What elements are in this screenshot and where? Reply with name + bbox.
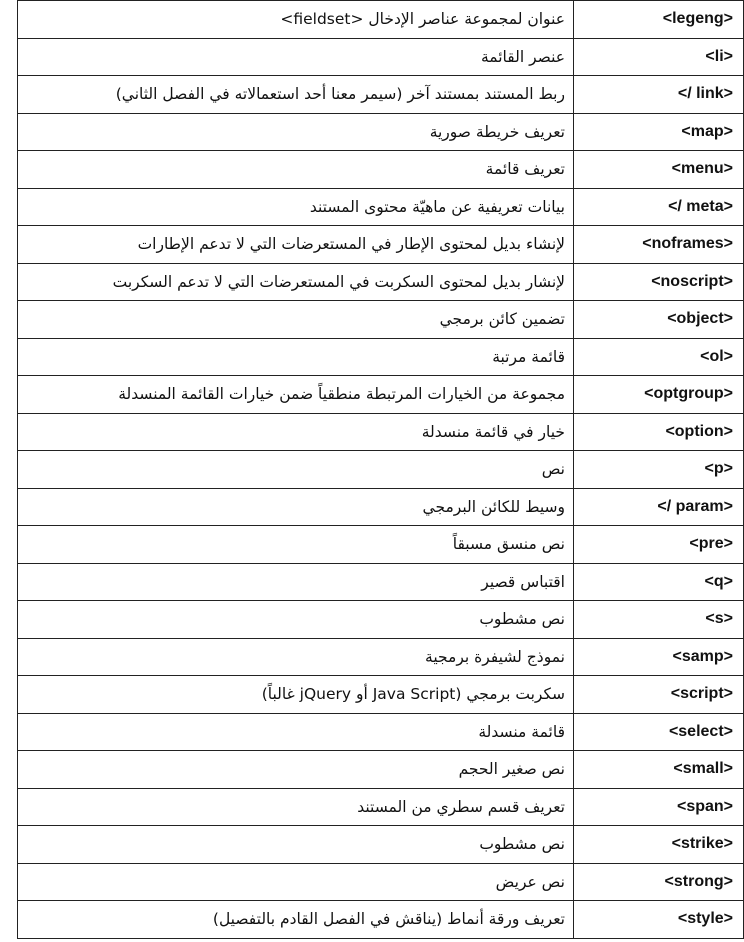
tag-name: </ meta>	[574, 188, 744, 226]
tag-description: نموذج لشيفرة برمجية	[18, 638, 574, 676]
tag-name: <object>	[574, 301, 744, 339]
tag-description: مجموعة من الخيارات المرتبطة منطقياً ضمن خيارات القائمة المنسدلة	[18, 376, 574, 414]
tag-description: نص	[18, 451, 574, 489]
table-row	[18, 151, 744, 189]
tag-name: <option>	[574, 413, 744, 451]
tag-description: نص مشطوب	[18, 826, 574, 864]
tag-name: <li>	[574, 38, 744, 76]
tag-name: <noscript>	[574, 263, 744, 301]
tag-description: ربط المستند بمستند آخر (سيمر معنا أحد استعمالاته في الفصل الثاني)	[18, 76, 574, 114]
tag-description: بيانات تعريفية عن ماهيّة محتوى المستند	[18, 188, 574, 226]
tag-description: سكربت برمجي (Java Script أو jQuery غالباً)	[18, 676, 574, 714]
table-row	[18, 826, 744, 864]
tag-name: <samp>	[574, 638, 744, 676]
table-row	[18, 788, 744, 826]
tag-name: <small>	[574, 751, 744, 789]
tag-name: <span>	[574, 788, 744, 826]
tag-description: نص مشطوب	[18, 601, 574, 639]
table-row	[18, 451, 744, 489]
tag-name: <pre>	[574, 526, 744, 564]
table-row	[18, 226, 744, 264]
tag-description: وسيط للكائن البرمجي	[18, 488, 574, 526]
tag-name: <legeng>	[574, 1, 744, 39]
table-row	[18, 376, 744, 414]
table-row	[18, 563, 744, 601]
table-row	[18, 413, 744, 451]
tag-name: <select>	[574, 713, 744, 751]
table-row	[18, 76, 744, 114]
tag-description: عنوان لمجموعة عناصر الإدخال <fieldset>	[18, 1, 574, 39]
tag-description: عنصر القائمة	[18, 38, 574, 76]
tag-name: <strike>	[574, 826, 744, 864]
table-row	[18, 38, 744, 76]
html-tags-table	[17, 0, 744, 939]
tag-name: <s>	[574, 601, 744, 639]
tag-description: نص عريض	[18, 863, 574, 901]
tag-description: نص منسق مسبقاً	[18, 526, 574, 564]
tag-name: <strong>	[574, 863, 744, 901]
table-row	[18, 901, 744, 939]
tag-name: <q>	[574, 563, 744, 601]
tag-description: لإنشار بديل لمحتوى السكربت في المستعرضات التي لا تدعم السكربت	[18, 263, 574, 301]
table-row	[18, 676, 744, 714]
table-row	[18, 713, 744, 751]
table-row	[18, 1, 744, 39]
table-body	[18, 1, 744, 939]
table-row	[18, 188, 744, 226]
table-row	[18, 263, 744, 301]
tag-name: <ol>	[574, 338, 744, 376]
tag-description: لإنشاء بديل لمحتوى الإطار في المستعرضات التي لا تدعم الإطارات	[18, 226, 574, 264]
table-row	[18, 638, 744, 676]
tag-name: <map>	[574, 113, 744, 151]
table-row	[18, 301, 744, 339]
table-row	[18, 863, 744, 901]
tag-name: <optgroup>	[574, 376, 744, 414]
tag-description: خيار في قائمة منسدلة	[18, 413, 574, 451]
tag-description: قائمة منسدلة	[18, 713, 574, 751]
tag-description: نص صغير الحجم	[18, 751, 574, 789]
table-row	[18, 113, 744, 151]
tag-description: تضمين كائن برمجي	[18, 301, 574, 339]
table-row	[18, 601, 744, 639]
tag-description: اقتباس قصير	[18, 563, 574, 601]
tag-name: <script>	[574, 676, 744, 714]
tag-description: تعريف قائمة	[18, 151, 574, 189]
tag-description: تعريف ورقة أنماط (يناقش في الفصل القادم بالتفصيل)	[18, 901, 574, 939]
table-row	[18, 526, 744, 564]
table-row	[18, 488, 744, 526]
tag-name: </ link>	[574, 76, 744, 114]
tag-name: <style>	[574, 901, 744, 939]
tag-description: تعريف قسم سطري من المستند	[18, 788, 574, 826]
tag-description: تعريف خريطة صورية	[18, 113, 574, 151]
table-row	[18, 338, 744, 376]
tag-name: <noframes>	[574, 226, 744, 264]
table-row	[18, 751, 744, 789]
tag-name: </ param>	[574, 488, 744, 526]
tag-description: قائمة مرتبة	[18, 338, 574, 376]
tag-name: <menu>	[574, 151, 744, 189]
tag-name: <p>	[574, 451, 744, 489]
